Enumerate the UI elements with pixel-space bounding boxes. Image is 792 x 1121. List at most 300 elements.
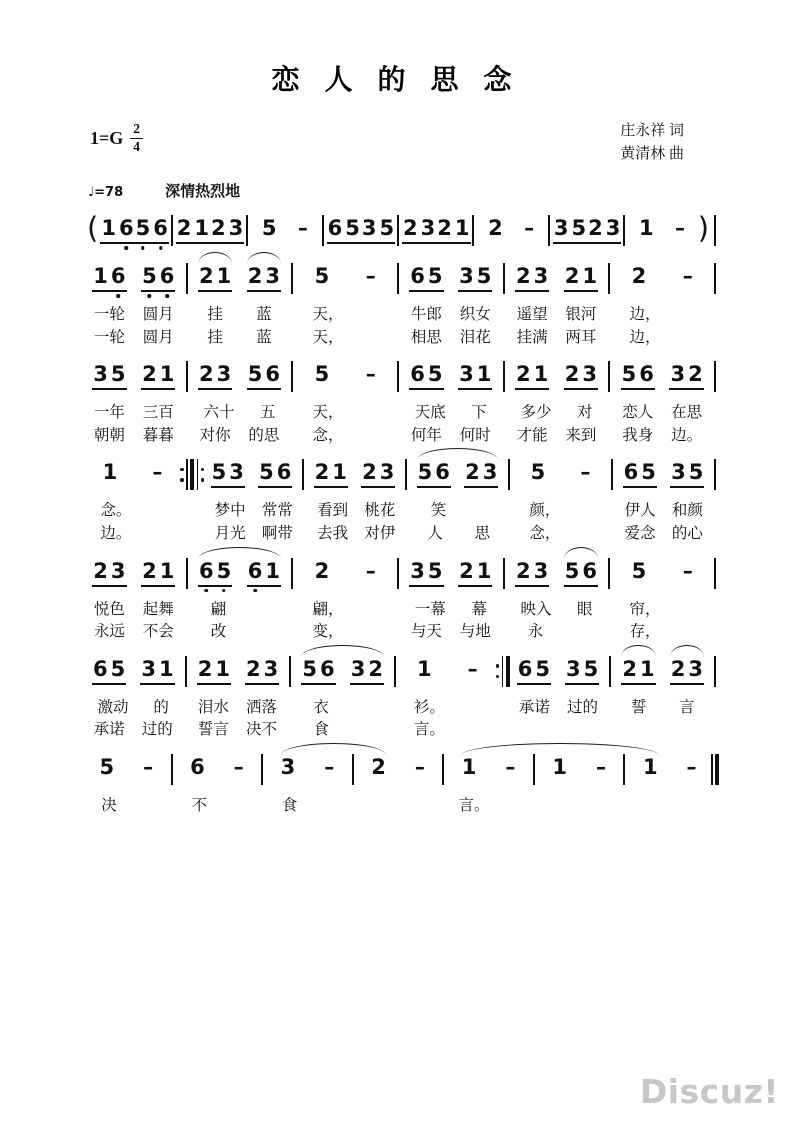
barline [608, 558, 610, 589]
note-digit: 5 [211, 460, 227, 485]
lyric-measure [508, 329, 606, 348]
lyric-word: 改 [210, 623, 227, 641]
note-digit: 5 [110, 656, 126, 681]
barline [608, 361, 610, 392]
lyric-spacer [348, 797, 356, 816]
lyric-word: 笑 [430, 502, 447, 520]
lyric-spacer [390, 699, 398, 718]
lyric-measure [613, 623, 711, 642]
note-digit: 2 [515, 558, 531, 583]
beamed-note-group [198, 364, 232, 390]
lyric-measure [189, 721, 285, 740]
note [417, 656, 432, 685]
note-digit: 5 [571, 216, 587, 240]
lyric-word: 桃花 [364, 502, 396, 520]
barline [609, 656, 611, 687]
lyric-spacer [394, 404, 402, 423]
lyric-line [85, 427, 719, 446]
lyric-spacer [183, 623, 191, 642]
lyric-spacer [711, 502, 719, 521]
lyric-word: 泪水 [197, 698, 229, 716]
lyric-measure [296, 404, 394, 423]
notes-row [85, 211, 719, 249]
note-digit: 2 [198, 362, 214, 387]
dash-extension: – [143, 754, 154, 779]
barline [397, 263, 399, 294]
lyric-word: 誓言 [197, 721, 229, 739]
barline-stroke [506, 656, 510, 687]
lyric-word: 三百 [142, 404, 174, 422]
lyric-spacer [183, 427, 191, 446]
lyric-spacer [438, 797, 446, 816]
lyric-word [638, 721, 640, 740]
lyric-measure [296, 306, 394, 325]
music-system [85, 656, 719, 740]
measure [508, 558, 606, 587]
beamed-note-group [669, 364, 703, 390]
measure [402, 218, 469, 244]
lyric-word: 一轮 [93, 306, 125, 323]
lyric-measure [296, 427, 394, 446]
lyric-word: 的 [153, 698, 169, 716]
repeat-dots [180, 459, 184, 490]
lyric-spacer [605, 601, 613, 620]
beamed-note-group [210, 218, 244, 244]
lyric-word [597, 797, 599, 816]
lyric-measure [627, 797, 709, 816]
lyric-measure [191, 404, 289, 423]
note-digit: 5 [142, 264, 157, 288]
lyric-word [376, 329, 378, 348]
lyric-word: 洒落 [246, 698, 278, 716]
beamed-note-group [198, 266, 232, 292]
lyric-measure [514, 525, 609, 544]
beamed-note-group [327, 218, 361, 244]
measure [294, 656, 391, 685]
beamed-note-group [515, 558, 549, 587]
lyric-measure [191, 427, 289, 446]
lyric-word: 蓝 [256, 306, 272, 323]
note-digit: 5 [427, 362, 443, 387]
lyric-measure [85, 601, 183, 620]
barline [397, 558, 399, 589]
measure [513, 462, 608, 488]
measure [553, 218, 620, 244]
lyric-spacer [390, 721, 398, 740]
lyric-spacer [288, 427, 296, 446]
dash-extension: – [324, 754, 335, 779]
beamed-note-group [623, 462, 657, 488]
measure [613, 558, 711, 587]
note [262, 218, 277, 244]
note-digit: 5 [427, 558, 443, 583]
lyric-measure [266, 797, 348, 816]
lyric-word: 一幕 [414, 600, 446, 618]
lyric-word: 决不 [246, 721, 278, 739]
lyric-word: 挂满 [516, 328, 548, 346]
measure [327, 218, 394, 244]
note-digit: 3 [688, 656, 703, 681]
note-digit: 1 [158, 656, 174, 681]
lyric-word [266, 601, 268, 620]
beamed-note-group [92, 656, 126, 685]
note [461, 754, 477, 783]
beamed-note-group [670, 462, 704, 488]
note-digit: 6 [327, 216, 343, 240]
lyric-measure [514, 502, 609, 521]
lyric-spacer [711, 525, 719, 544]
lyric-measure [356, 797, 438, 816]
slur-arc [462, 743, 658, 755]
lyric-word [686, 721, 688, 740]
lyric-line [85, 404, 719, 423]
note-digit: 6 [276, 460, 292, 485]
lyric-line [85, 502, 719, 521]
note [315, 266, 330, 292]
lyric-measure [296, 329, 394, 348]
measure [190, 656, 287, 685]
note-digit: 6 [517, 656, 533, 681]
barline [397, 361, 399, 392]
note-digit: 3 [350, 656, 366, 681]
lyric-measure [402, 329, 500, 348]
note-digit: 1 [265, 558, 281, 583]
lyric-word: 念， [529, 524, 561, 542]
lyric-word: 念， [312, 426, 344, 444]
lyric-word: 下 [471, 404, 487, 422]
beamed-note-group [402, 218, 436, 244]
note-digit: 2 [403, 216, 418, 240]
lyric-word: 帘， [629, 600, 661, 618]
barline [533, 754, 535, 785]
note-digit: 1 [476, 558, 492, 583]
note-digit: 6 [265, 362, 281, 387]
lyric-spacer [711, 404, 719, 423]
note-digit: 3 [410, 558, 425, 583]
measure [85, 462, 180, 488]
lyric-measure [191, 601, 289, 620]
slur-arc [281, 743, 386, 755]
beamed-note-group [258, 462, 292, 488]
measure [508, 364, 606, 390]
paren-close: ) [697, 211, 710, 245]
lyric-word [376, 427, 378, 446]
lyric-line [85, 601, 719, 620]
lyric-spacer [288, 329, 296, 348]
barline [472, 215, 474, 246]
note-digit: 3 [671, 460, 686, 485]
barline [397, 215, 399, 246]
lyricist-credit: 庄永祥 词 [620, 123, 684, 139]
lyric-measure [85, 329, 183, 348]
notes-row [85, 266, 719, 297]
beamed-note-group [247, 364, 281, 390]
slur-arc [670, 645, 704, 657]
lyric-measure [615, 721, 711, 740]
lyric-measure [446, 797, 528, 816]
lyric-spacer [494, 721, 510, 740]
lyric-measure [508, 306, 606, 325]
lyric-spacer [183, 404, 191, 423]
slur-arc [198, 252, 232, 264]
note-digit: 6 [320, 656, 335, 681]
note-digit: 2 [437, 216, 452, 240]
note-digit: 5 [641, 460, 656, 485]
lyric-word: 挂 [207, 306, 223, 323]
note-digit: 3 [265, 264, 281, 288]
lyric-word: 牛郎 [410, 306, 442, 323]
barline [623, 215, 625, 246]
note-digit: 1 [332, 460, 347, 485]
barline [261, 754, 263, 785]
lyric-word [514, 797, 516, 816]
beamed-note-group [92, 364, 126, 390]
lyric-word: 食 [313, 721, 329, 739]
lyric-spacer [301, 525, 309, 544]
lyric-spacer [528, 797, 536, 816]
note-digit: 6 [118, 216, 134, 240]
barline [714, 558, 716, 589]
song-title: 恋 人 的 思 念 [271, 65, 521, 96]
lyric-measure [412, 502, 507, 521]
barline [442, 754, 444, 785]
barline-stroke [197, 459, 199, 490]
measure [628, 218, 695, 244]
lyric-word [476, 699, 478, 718]
beamed-note-group [141, 364, 175, 390]
lyric-measure [613, 601, 711, 620]
notes-row [85, 656, 719, 690]
lyric-word: 何年 [410, 426, 442, 444]
measure [85, 656, 182, 685]
lyric-spacer [301, 502, 309, 521]
measure [176, 754, 259, 783]
beamed-note-group [247, 558, 281, 587]
beamed-note-group [92, 558, 126, 587]
note-digit: 2 [688, 362, 703, 387]
lyric-measure [85, 404, 183, 423]
lyric-line [85, 623, 719, 642]
lyric-measure [508, 427, 606, 446]
lyric-word: 映入 [520, 600, 552, 618]
note-digit: 6 [623, 460, 639, 485]
meta-row [0, 120, 792, 172]
barline [714, 459, 716, 490]
note-digit: 3 [280, 754, 296, 779]
note-digit: 1 [461, 754, 477, 779]
note-digit: 2 [488, 216, 503, 240]
lyric-measure [85, 427, 183, 446]
lyric-word: 织女 [459, 306, 491, 323]
lyric-measure [398, 721, 494, 740]
lyric-word: 对伊 [364, 524, 396, 542]
barline-stroke [186, 459, 188, 490]
barline [714, 361, 716, 392]
lyric-word: 恋人 [622, 404, 654, 422]
lyric-word: 五 [260, 404, 276, 422]
dash-extension: – [674, 216, 685, 240]
beamed-note-group [92, 266, 126, 292]
dash-extension: – [595, 754, 606, 779]
lyric-spacer [605, 427, 613, 446]
note-digit: 3 [459, 264, 474, 288]
measure [613, 364, 711, 390]
barline [289, 656, 291, 687]
note-digit: 3 [420, 216, 436, 240]
measure [402, 266, 500, 292]
lyric-word [583, 623, 585, 642]
lyric-word: 才能 [516, 426, 548, 444]
barline [714, 263, 716, 294]
lyric-word: 眼 [577, 600, 593, 618]
beamed-note-group [587, 218, 621, 244]
lyric-word: 多少 [520, 404, 552, 422]
lyric-measure [85, 699, 181, 718]
note-digit: 3 [459, 362, 474, 387]
lyric-spacer [394, 623, 402, 642]
note-digit: 3 [93, 362, 108, 387]
beamed-note-group [361, 218, 395, 244]
lyric-word [330, 797, 332, 816]
note-digit: 1 [215, 656, 230, 681]
lyric-measure [309, 502, 404, 521]
final-barline [711, 754, 719, 785]
measure [357, 754, 440, 783]
note-digit: 6 [410, 264, 425, 288]
note-digit: 5 [345, 216, 360, 240]
beamed-note-group [247, 266, 281, 292]
note-digit: 2 [93, 558, 108, 583]
lyric-measure [175, 797, 257, 816]
lyric-word: 来到 [565, 426, 597, 444]
beamed-note-group [553, 218, 587, 244]
note-digit: 2 [515, 264, 531, 288]
note [190, 754, 205, 783]
barline [405, 459, 407, 490]
lyric-measure [296, 601, 394, 620]
lyric-word: 泪花 [459, 328, 491, 346]
note-digit: 2 [459, 558, 474, 583]
measure [85, 266, 183, 292]
lyric-measure [617, 502, 712, 521]
lyric-line [85, 329, 719, 348]
barline [714, 656, 716, 687]
beamed-note-group [197, 656, 231, 685]
note-digit: 3 [216, 362, 232, 387]
repeat-sign-both [180, 459, 204, 490]
note-digit: 1 [476, 362, 492, 387]
barline-stroke [502, 656, 504, 687]
dash-extension: – [505, 754, 516, 779]
lyric-word [417, 797, 419, 816]
lyric-word [476, 721, 478, 740]
note-digit: 2 [211, 216, 226, 240]
lyric-spacer [711, 623, 719, 642]
note-digit: 3 [263, 656, 279, 681]
note [99, 754, 115, 783]
note-digit: 1 [159, 362, 175, 387]
lyric-measure [508, 601, 606, 620]
barline [291, 558, 293, 589]
lyric-word: 爱念 [624, 524, 656, 542]
note-digit: 5 [530, 460, 546, 485]
lyric-word [582, 721, 584, 740]
lyric-spacer [609, 502, 617, 521]
lyric-word [376, 601, 378, 620]
note-digit: 3 [482, 460, 498, 485]
lyric-spacer [494, 699, 510, 718]
lyric-word: 银河 [565, 306, 597, 323]
note [103, 462, 118, 488]
barline [171, 754, 173, 785]
lyric-word: 一年 [93, 404, 125, 422]
note [639, 218, 654, 244]
note [371, 754, 386, 783]
beamed-note-group [198, 558, 232, 587]
lyric-word [693, 329, 695, 348]
lyric-word: 存， [629, 623, 661, 641]
lyric-spacer [500, 601, 508, 620]
lyric-word: 看到 [317, 502, 349, 520]
lyric-word [239, 797, 241, 816]
lyric-spacer [605, 329, 613, 348]
measure [477, 218, 544, 244]
note [632, 266, 647, 292]
lyric-word: 圆月 [142, 306, 174, 323]
lyric-measure [85, 623, 183, 642]
lyric-spacer [607, 699, 615, 718]
lyric-measure [402, 623, 500, 642]
note [315, 364, 330, 390]
barline [503, 558, 505, 589]
lyric-measure [613, 306, 711, 325]
beamed-note-group [314, 462, 348, 488]
lyric-spacer [711, 721, 719, 740]
note-digit: 1 [533, 362, 549, 387]
lyric-measure [85, 306, 183, 325]
note-digit: 6 [410, 362, 425, 387]
barline [508, 459, 510, 490]
dash-extension: – [152, 460, 163, 485]
note-digit: 5 [631, 558, 647, 583]
music-system [85, 211, 719, 249]
lyric-spacer [286, 721, 294, 740]
lyric-word: 言 [679, 698, 695, 716]
beamed-note-group [141, 266, 175, 292]
lyric-measure [296, 623, 394, 642]
lyric-word [162, 502, 164, 521]
lyric-word [266, 623, 268, 642]
notes-row [85, 462, 719, 493]
lyric-spacer [500, 306, 508, 325]
note-digit: 5 [583, 656, 599, 681]
beamed-note-group [565, 656, 599, 685]
barline [503, 263, 505, 294]
lyric-word: 食 [281, 796, 298, 814]
note-digit: 1 [159, 558, 175, 583]
lyric-word [376, 623, 378, 642]
lyric-word: 衫。 [413, 698, 445, 716]
lyric-line [85, 525, 719, 544]
note-digit: 2 [588, 216, 603, 240]
lyric-word [368, 699, 370, 718]
lyric-word: 和颜 [671, 502, 703, 520]
lyric-word: 承诺 [93, 721, 125, 739]
lyric-word [376, 306, 378, 325]
note-digit: 3 [379, 460, 395, 485]
measure [191, 266, 289, 292]
beamed-note-group [245, 656, 279, 685]
